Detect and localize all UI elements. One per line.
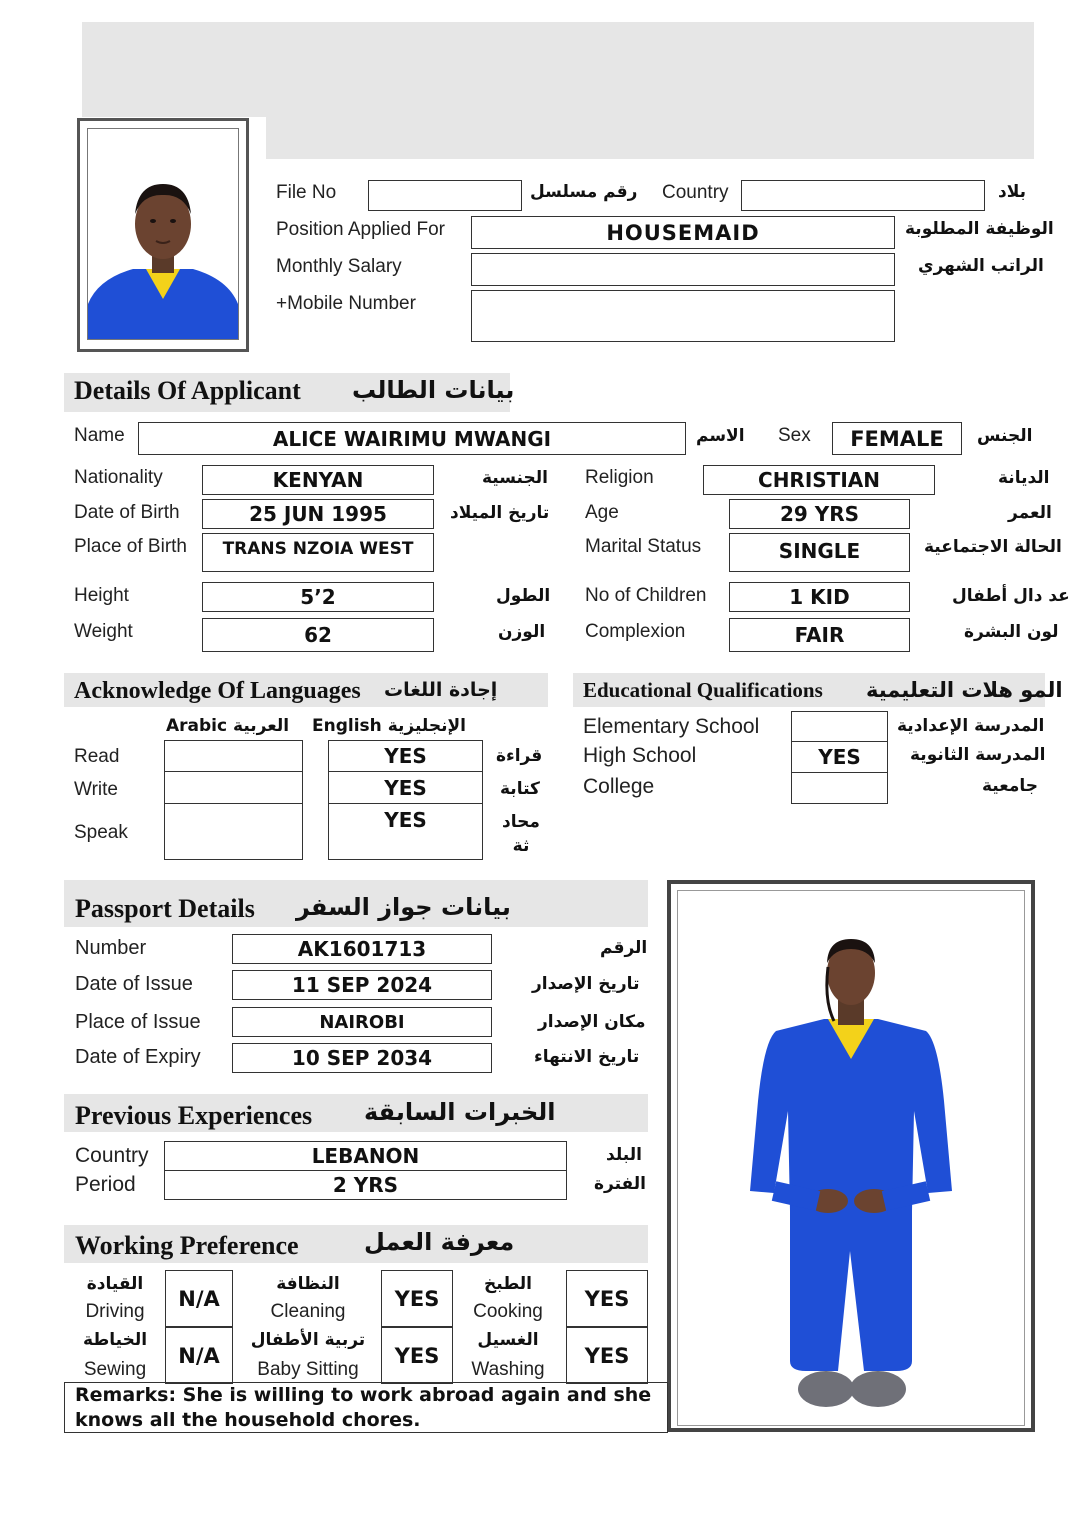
file-no-field[interactable] (368, 180, 522, 211)
dob-label: Date of Birth (74, 502, 180, 523)
edu-highschool-label: High School (583, 744, 697, 767)
remarks-text: Remarks: She is willing to work abroad again and she knows all the household chores. (75, 1384, 652, 1431)
pob-field[interactable]: TRANS NZOIA WEST (202, 533, 434, 572)
lang-read-ar-label: قراءة (496, 746, 543, 766)
position-field[interactable]: HOUSEMAID (471, 216, 895, 249)
nationality-label: Nationality (74, 467, 163, 488)
weight-label: Weight (74, 621, 133, 642)
sex-ar-label: الجنس (977, 426, 1033, 446)
salary-ar-label: الراتب الشهري (918, 256, 1044, 276)
pref-babysitting-ar-label: تربية الأطفال (250, 1330, 366, 1350)
lang-speak-english-field[interactable]: YES (328, 803, 483, 860)
weight-field[interactable]: 62 (202, 618, 434, 652)
education-section-title-ar: المو هلات التعليمية (866, 678, 1063, 702)
exp-period-ar-label: الفترة (594, 1174, 646, 1194)
passport-expiry-label: Date of Expiry (75, 1046, 201, 1068)
passport-issue-date-label: Date of Issue (75, 973, 193, 995)
applicant-section-title: Details Of Applicant (74, 376, 301, 405)
experience-section-title: Previous Experiences (75, 1101, 313, 1130)
edu-college-field[interactable] (791, 772, 888, 804)
edu-elementary-ar-label: المدرسة الإعدادية (897, 716, 1045, 736)
languages-section-title: Acknowledge Of Languages (74, 678, 361, 704)
english-column-header: English الإنجليزية (312, 716, 466, 736)
edu-highschool-ar-label: المدرسة الثانوية (910, 745, 1046, 765)
passport-issue-place-ar-label: مكان الإصدار (538, 1012, 646, 1032)
mobile-field[interactable] (471, 290, 895, 342)
lang-read-arabic-field[interactable] (164, 740, 303, 772)
passport-number-label: Number (75, 937, 147, 959)
children-label: No of Children (585, 585, 707, 606)
passport-issue-date-ar-label: تاريخ الإصدار (532, 974, 640, 994)
edu-elementary-label: Elementary School (583, 715, 760, 738)
passport-section-title: Passport Details (75, 894, 255, 923)
religion-label: Religion (585, 467, 654, 488)
pref-driving-ar-label: القيادة (86, 1274, 144, 1294)
dob-ar-label: تاريخ الميلاد (450, 503, 550, 523)
pob-label: Place of Birth (74, 536, 187, 557)
passport-number-ar-label: الرقم (600, 938, 648, 958)
mobile-label: +Mobile Number (276, 293, 416, 314)
exp-period-field[interactable]: 2 YRS (164, 1170, 567, 1200)
lang-speak-ar-label: محاد ثة (502, 812, 540, 856)
lang-write-ar-label: كتابة (500, 779, 540, 799)
complexion-ar-label: لون البشرة (964, 622, 1059, 642)
exp-country-field[interactable]: LEBANON (164, 1141, 567, 1171)
weight-ar-label: الوزن (498, 622, 546, 642)
passport-expiry-field[interactable]: 10 SEP 2034 (232, 1043, 492, 1073)
portrait-person-icon (88, 129, 238, 339)
edu-highschool-field[interactable]: YES (791, 741, 888, 773)
exp-country-label: Country (75, 1144, 149, 1167)
religion-ar-label: الديانة (998, 468, 1050, 488)
education-section-title: Educational Qualifications (583, 678, 823, 702)
full-body-photo (677, 890, 1025, 1426)
lang-write-label: Write (74, 779, 118, 800)
sex-label: Sex (778, 425, 811, 446)
passport-issue-place-label: Place of Issue (75, 1011, 201, 1033)
position-label: Position Applied For (276, 219, 445, 240)
edu-college-ar-label: جامعية (982, 776, 1039, 796)
children-ar-label: عد دال أطفال (952, 586, 1070, 606)
passport-section-title-ar: بيانات جواز السفر (296, 893, 511, 921)
remarks-box (64, 1382, 668, 1433)
passport-expiry-ar-label: تاريخ الانتهاء (534, 1047, 640, 1067)
preference-section-title-ar: معرفة العمل (364, 1228, 515, 1256)
pref-cooking-field[interactable]: YES (566, 1270, 648, 1327)
salary-label: Monthly Salary (276, 256, 402, 277)
exp-country-ar-label: البلد (606, 1145, 642, 1165)
age-label: Age (585, 502, 619, 523)
preference-section-title: Working Preference (75, 1231, 299, 1260)
pref-sewing-label: Sewing (83, 1359, 147, 1380)
pref-washing-field[interactable]: YES (566, 1327, 648, 1384)
lang-speak-arabic-field[interactable] (164, 803, 303, 860)
edu-college-label: College (583, 775, 655, 798)
pref-sewing-ar-label: الخياطة (82, 1330, 148, 1350)
lang-read-english-field[interactable]: YES (328, 740, 483, 772)
dob-field[interactable]: 25 JUN 1995 (202, 499, 434, 529)
portrait-photo-frame (77, 118, 249, 352)
nationality-ar-label: الجنسية (482, 468, 548, 488)
pref-cleaning-field[interactable]: YES (381, 1270, 453, 1327)
height-label: Height (74, 585, 129, 606)
marital-field[interactable]: SINGLE (729, 533, 910, 572)
age-ar-label: العمر (1008, 503, 1052, 523)
complexion-label: Complexion (585, 621, 686, 642)
pref-driving-label: Driving (85, 1301, 145, 1322)
pref-washing-ar-label: الغسيل (477, 1330, 539, 1350)
applicant-section-title-ar: بيانات الطالب (352, 376, 515, 404)
position-ar-label: الوظيفة المطلوبة (905, 219, 1054, 239)
name-ar-label: الاسم (696, 426, 745, 446)
experience-section-title-ar: الخبرات السابقة (364, 1098, 556, 1126)
religion-field[interactable]: CHRISTIAN (703, 465, 935, 495)
file-no-label: File No (276, 182, 337, 203)
lang-write-english-field[interactable]: YES (328, 771, 483, 804)
country-ar-label: بلاد (998, 182, 1027, 202)
lang-write-arabic-field[interactable] (164, 771, 303, 804)
country-field[interactable] (741, 180, 985, 211)
pref-cooking-label: Cooking (473, 1301, 543, 1322)
portrait-photo (87, 128, 239, 340)
header-info-band (266, 117, 1034, 159)
lang-read-label: Read (74, 746, 120, 767)
pref-cleaning-ar-label: النظافة (276, 1274, 340, 1294)
passport-issue-date-field[interactable]: 11 SEP 2024 (232, 970, 492, 1000)
marital-ar-label: الحالة الاجتماعية (924, 537, 1062, 557)
pref-babysitting-label: Baby Sitting (257, 1359, 359, 1380)
name-label: Name (74, 425, 125, 446)
exp-period-label: Period (75, 1173, 136, 1196)
marital-label: Marital Status (585, 536, 702, 557)
pref-babysitting-field[interactable]: YES (381, 1327, 453, 1384)
complexion-field[interactable]: FAIR (729, 618, 910, 652)
pref-cleaning-label: Cleaning (270, 1301, 346, 1322)
languages-section-title-ar: إجادة اللغات (384, 679, 498, 701)
height-field[interactable]: 5’2 (202, 582, 434, 612)
file-no-ar-label: رقم مسلسل (530, 182, 638, 202)
pref-driving-field[interactable]: N/A (165, 1270, 233, 1327)
children-field[interactable]: 1 KID (729, 582, 910, 612)
height-ar-label: الطول (496, 586, 551, 606)
top-header-band (82, 22, 1034, 117)
pref-sewing-field[interactable]: N/A (165, 1327, 233, 1384)
age-field[interactable]: 29 YRS (729, 499, 910, 529)
passport-issue-place-field[interactable]: NAIROBI (232, 1007, 492, 1037)
nationality-field[interactable]: KENYAN (202, 465, 434, 495)
passport-number-field[interactable]: AK1601713 (232, 934, 492, 964)
name-field[interactable]: ALICE WAIRIMU MWANGI (138, 422, 686, 455)
full-body-photo-frame (667, 880, 1035, 1432)
salary-field[interactable] (471, 253, 895, 286)
edu-elementary-field[interactable] (791, 711, 888, 742)
sex-field[interactable]: FEMALE (832, 422, 962, 455)
pref-washing-label: Washing (471, 1359, 545, 1380)
pref-cooking-ar-label: الطبخ (484, 1274, 532, 1294)
lang-speak-label: Speak (74, 822, 128, 843)
full-body-person-icon (678, 891, 1024, 1425)
arabic-column-header: Arabic العربية (166, 716, 290, 736)
country-label: Country (662, 182, 729, 203)
